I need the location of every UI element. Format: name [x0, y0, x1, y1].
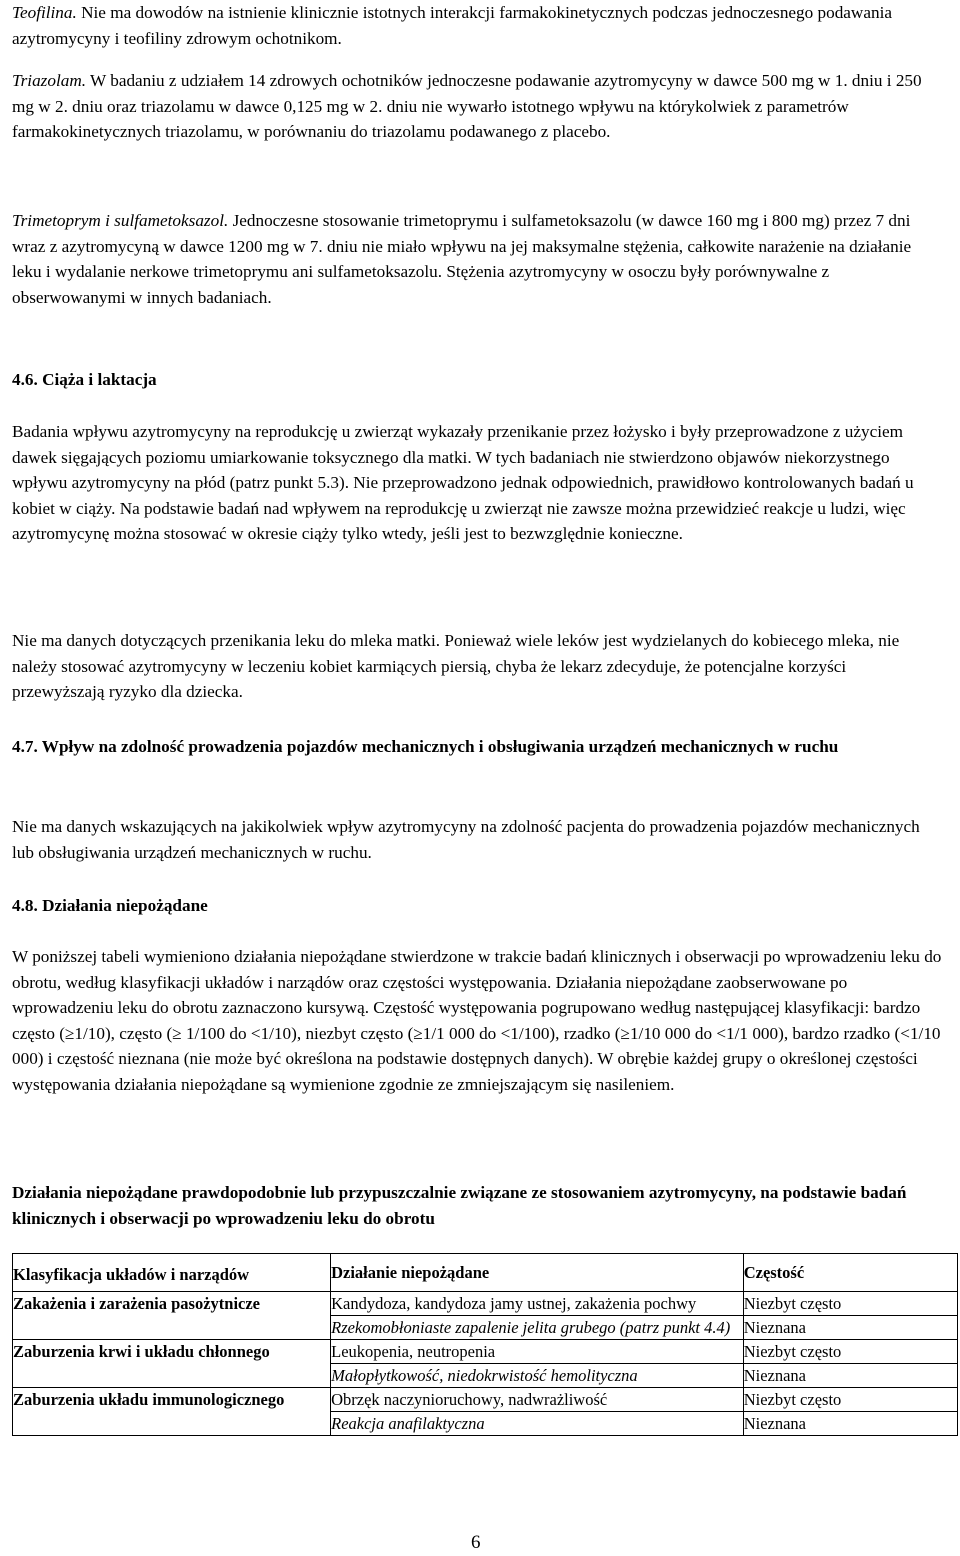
table-header-row: [13, 1254, 958, 1292]
frequency-cell: Nieznana: [743, 1412, 957, 1436]
frequency-cell: Niezbyt często: [743, 1292, 957, 1316]
organ-class-cell: Zaburzenia układu immunologicznego: [13, 1388, 331, 1436]
effect-cell: Obrzęk naczynioruchowy, nadwrażliwość: [331, 1388, 744, 1412]
header-frequency: Częstość: [743, 1254, 957, 1292]
paragraph-teofilina: [12, 0, 942, 51]
drug-name-trimetoprym: Trimetoprym i sulfametoksazol.: [12, 211, 229, 230]
heading-4-6: 4.6. Ciąża i laktacja: [12, 370, 157, 389]
effect-cell: Reakcja anafilaktyczna: [331, 1412, 744, 1436]
heading-4-7: 4.7. Wpływ na zdolność prowadzenia pojazdów mechanicznych i obsługiwania urządzeń mechanicznych w ruchu: [12, 737, 839, 756]
drug-name-triazolam: Triazolam.: [12, 71, 87, 90]
paragraph-pojazdy: Nie ma danych wskazujących na jakikolwiek wpływ azytromycyny na zdolność pacjenta do prowadzenia pojazdów mechanicznych lub obsługiwania urządzeń mechanicznych w ruchu.: [12, 817, 920, 862]
effect-cell: Kandydoza, kandydoza jamy ustnej, zakażenia pochwy: [331, 1292, 744, 1316]
adverse-effects-table: [12, 1253, 958, 1436]
effect-cell: Leukopenia, neutropenia: [331, 1340, 744, 1364]
paragraph-dzialania: W poniższej tabeli wymieniono działania niepożądane stwierdzone w trakcie badań klinicznych i obserwacji po wprowadzeniu leku do obrotu, według klasyfikacji układów i narządów oraz częstości występowania. Działania niepożądane zaobserwowane po wprowadzeniu leku do obrotu zaznaczono kursywą. Częstość występowania pogrupowano według następującej klasyfikacji: bardzo często (≥1/10), często (≥ 1/100 do <1/10), niezbyt często (≥1/1 000 do <1/100), rzadko (≥1/10 000 do <1/1 000), bardzo rzadko (<1/10 000) i częstość nieznana (nie może być określona na podstawie dostępnych danych). W obrębie każdej grupy o określonej częstości występowania działania niepożądane są wymienione zgodnie ze zmniejszającym się nasileniem.: [12, 947, 942, 1094]
triazolam-text: W badaniu z udziałem 14 zdrowych ochotników jednoczesne podawanie azytromycyny w dawce 500 mg w 1. dniu i 250 mg w 2. dniu oraz triazolamu w dawce 0,125 mg w 2. dniu nie wywarło istotnego wpływu na którykolwiek z parametrów farmakokinetycznych triazolamu, w porównaniu do triazolamu podawanego z placebo.: [12, 71, 922, 141]
table-title: Działania niepożądane prawdopodobnie lub przypuszczalnie związane ze stosowaniem azytromycyny, na podstawie badań klinicznych i obserwacji po wprowadzeniu leku do obrotu: [12, 1183, 907, 1228]
page-number: 6: [471, 1532, 481, 1553]
frequency-cell: Niezbyt często: [743, 1340, 957, 1364]
paragraph-triazolam: [12, 68, 942, 145]
table-row: [13, 1292, 958, 1316]
paragraph-trimetoprym: [12, 208, 942, 310]
teofilina-text: Nie ma dowodów na istnienie klinicznie istotnych interakcji farmakokinetycznych podczas jednoczesnego podawania azytromycyny i teofiliny zdrowym ochotnikom.: [12, 3, 892, 48]
organ-class-cell: Zakażenia i zarażenia pasożytnicze: [13, 1292, 331, 1340]
frequency-cell: Nieznana: [743, 1316, 957, 1340]
organ-class-cell: Zaburzenia krwi i układu chłonnego: [13, 1340, 331, 1388]
table-row: [13, 1388, 958, 1412]
drug-name-teofilina: Teofilina.: [12, 3, 77, 22]
paragraph-ciaza: Badania wpływu azytromycyny na reprodukcję u zwierząt wykazały przenikanie przez łożysko i były przeprowadzone z użyciem dawek sięgających poziomu umiarkowanie toksycznego dla matki. W tych badaniach nie stwierdzono objawów niekorzystnego wpływu azytromycyny na płód (patrz punkt 5.3). Nie przeprowadzono jednak odpowiednich, prawidłowo kontrolowanych badań u kobiet w ciąży. Na podstawie badań nad wpływem na reprodukcję u zwierząt nie zawsze można przewidzieć reakcje u ludzi, więc azytromycynę można stosować w okresie ciąży tylko wtedy, jeśli jest to bezwzględnie konieczne.: [12, 422, 914, 543]
paragraph-laktacja: Nie ma danych dotyczących przenikania leku do mleka matki. Ponieważ wiele leków jest wydzielanych do kobiecego mleka, nie należy stosować azytromycyny w leczeniu kobiet karmiących piersią, chyba że lekarz zdecyduje, że potencjalne korzyści przewyższają ryzyko dla dziecka.: [12, 631, 900, 701]
effect-cell: Małopłytkowość, niedokrwistość hemolityczna: [331, 1364, 744, 1388]
frequency-cell: Niezbyt często: [743, 1388, 957, 1412]
effect-cell: Rzekomobłoniaste zapalenie jelita grubego (patrz punkt 4.4): [331, 1316, 744, 1340]
table-row: [13, 1340, 958, 1364]
trimetoprym-text: Jednoczesne stosowanie trimetoprymu i sulfametoksazolu (w dawce 160 mg i 800 mg) przez 7 dni wraz z azytromycyną w dawce 1200 mg w 7. dniu nie miało wpływu na jej maksymalne stężenia, całkowite narażenie na działanie leku i wydalanie nerkowe trimetoprymu ani sulfametoksazolu. Stężenia azytromycyny w osoczu były porównywalne z obserwowanymi w innych badaniach.: [12, 211, 912, 307]
header-organ-class: Klasyfikacja układów i narządów: [13, 1254, 331, 1292]
frequency-cell: Nieznana: [743, 1364, 957, 1388]
heading-4-8: 4.8. Działania niepożądane: [12, 896, 208, 915]
header-effect: Działanie niepożądane: [331, 1254, 744, 1292]
